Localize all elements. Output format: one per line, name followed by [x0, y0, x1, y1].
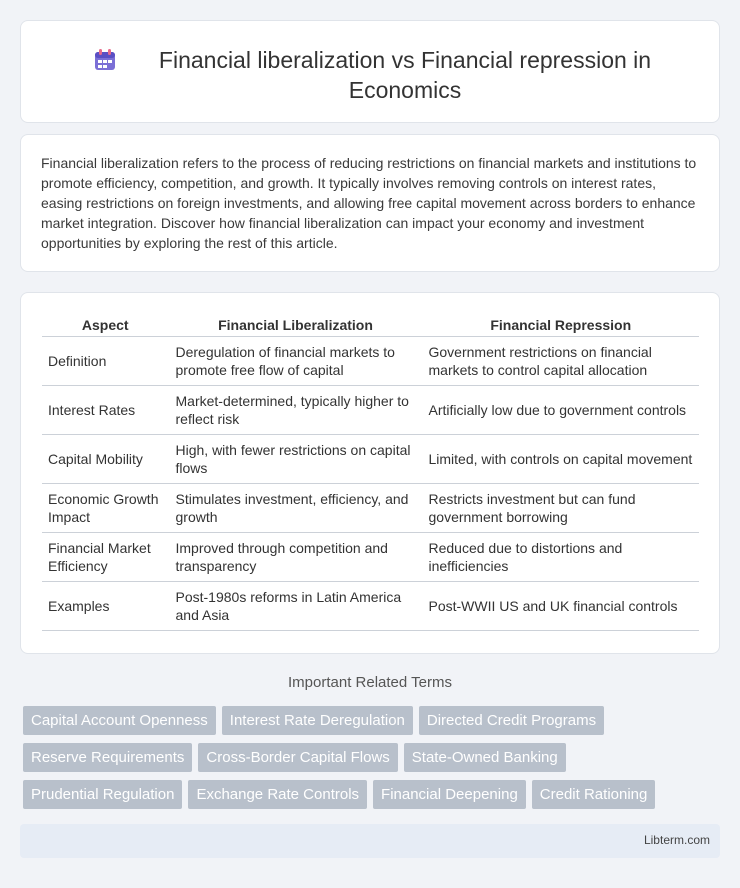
- column-header-repression: Financial Repression: [422, 313, 699, 336]
- comparison-card: [20, 292, 720, 654]
- table-cell-aspect: Definition: [42, 336, 169, 385]
- related-terms-heading: Important Related Terms: [288, 674, 452, 691]
- footer: [20, 824, 720, 858]
- related-term-tag[interactable]: Prudential Regulation: [23, 780, 182, 809]
- table-cell-liberalization: Market-determined, typically higher to reflect risk: [169, 385, 422, 434]
- related-term-tag[interactable]: Financial Deepening: [373, 780, 526, 809]
- comparison-table: [42, 313, 699, 631]
- table-cell-aspect: Capital Mobility: [42, 434, 169, 483]
- intro-paragraph: Financial liberalization refers to the process of reducing restrictions on financial markets and institutions to promote efficiency, competition, and growth. It typically involves removing controls on interest rates, easing restrictions on foreign investments, and allowing free capital movement across borders to enhance market integration. Discover how financial liberalization can impact your economy and investment opportunities by exploring the rest of this article.: [41, 155, 697, 251]
- related-terms-list: [23, 706, 713, 809]
- table-header-row: [42, 313, 699, 336]
- related-term-tag[interactable]: Credit Rationing: [532, 780, 656, 809]
- table-cell-repression: Artificially low due to government controls: [422, 385, 699, 434]
- related-term-tag[interactable]: Directed Credit Programs: [419, 706, 604, 735]
- table-cell-aspect: Interest Rates: [42, 385, 169, 434]
- table-cell-repression: Post-WWII US and UK financial controls: [422, 581, 699, 630]
- table-cell-liberalization: Stimulates investment, efficiency, and growth: [169, 483, 422, 532]
- table-cell-liberalization: Post-1980s reforms in Latin America and Asia: [169, 581, 422, 630]
- table-row: [42, 581, 699, 630]
- related-term-tag[interactable]: Interest Rate Deregulation: [222, 706, 413, 735]
- table-cell-aspect: Examples: [42, 581, 169, 630]
- table-cell-repression: Restricts investment but can fund government borrowing: [422, 483, 699, 532]
- footer-site-link[interactable]: Libterm.com: [643, 833, 710, 847]
- table-cell-aspect: Economic Growth Impact: [42, 483, 169, 532]
- table-row: [42, 483, 699, 532]
- table-cell-liberalization: Improved through competition and transparency: [169, 532, 422, 581]
- related-term-tag[interactable]: Cross-Border Capital Flows: [198, 743, 397, 772]
- title-card: [20, 20, 720, 123]
- table-cell-liberalization: High, with fewer restrictions on capital flows: [169, 434, 422, 483]
- table-row: [42, 336, 699, 385]
- table-cell-repression: Limited, with controls on capital movement: [422, 434, 699, 483]
- table-cell-liberalization: Deregulation of financial markets to promote free flow of capital: [169, 336, 422, 385]
- related-term-tag[interactable]: Exchange Rate Controls: [188, 780, 367, 809]
- table-row: [42, 434, 699, 483]
- table-cell-repression: Reduced due to distortions and inefficiencies: [422, 532, 699, 581]
- table-cell-repression: Government restrictions on financial markets to control capital allocation: [422, 336, 699, 385]
- column-header-liberalization: Financial Liberalization: [169, 313, 422, 336]
- column-header-aspect: Aspect: [42, 313, 169, 336]
- table-cell-aspect: Financial Market Efficiency: [42, 532, 169, 581]
- page-title: Financial liberalization vs Financial repression in Economics: [158, 47, 652, 103]
- related-term-tag[interactable]: State-Owned Banking: [404, 743, 566, 772]
- related-term-tag[interactable]: Capital Account Openness: [23, 706, 216, 735]
- table-row: [42, 385, 699, 434]
- related-term-tag[interactable]: Reserve Requirements: [23, 743, 192, 772]
- intro-card: [20, 134, 720, 272]
- table-row: [42, 532, 699, 581]
